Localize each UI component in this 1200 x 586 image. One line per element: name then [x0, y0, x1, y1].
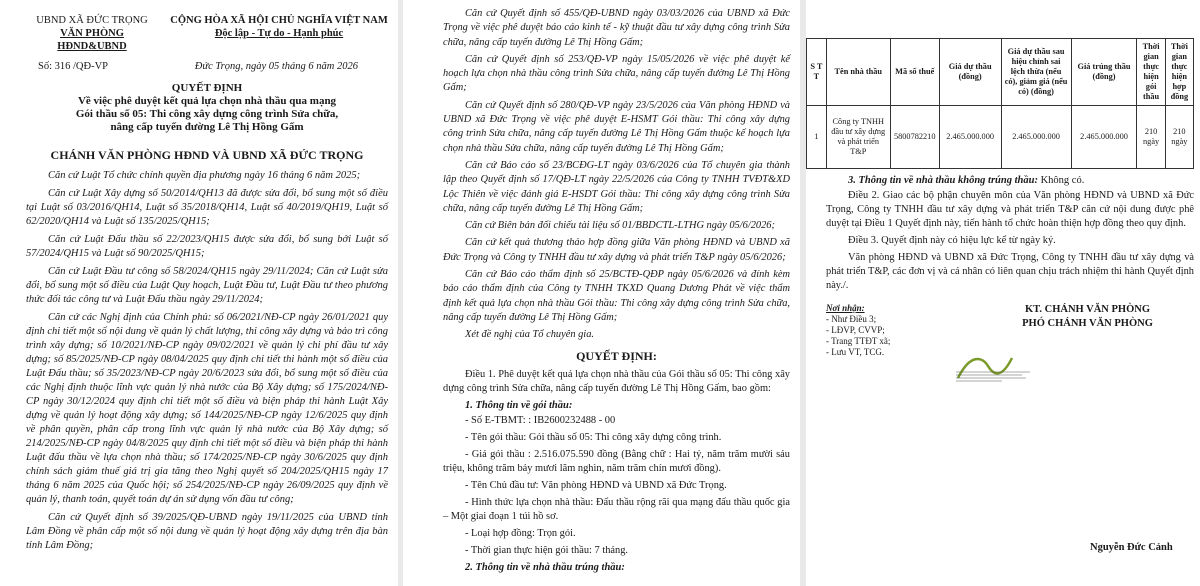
signer-title-1: KT. CHÁNH VĂN PHÒNG	[1024, 304, 1151, 315]
legal-basis: Căn cứ Quyết định số 455/QĐ-UBND ngày 03/03/2026 của UBND xã Đức Trọng về việc phê duyệt báo cáo kinh tế - kỹ thuật đầu tư xây dựng công trình Sửa chữa, nâng cấp tuyến đường Lê Thị Hồng Gấm;	[443, 8, 790, 48]
decision-title: QUYẾT ĐỊNH	[171, 82, 243, 94]
signer-title-2: PHÓ CHÁNH VĂN PHÒNG	[1022, 318, 1153, 329]
legal-basis: Căn cứ Báo cáo thẩm định số 25/BCTĐ-QĐP ngày 05/6/2026 và đính kèm báo cáo thẩm định của Công ty TNHH TKXD Quang Dương Phát về việc thẩm định kết quả lựa chọn nhà thầu Gói thầu: Thi công xây dựng công trình Sửa chữa, nâng cấp tuyến đường Lê Thị Hồng Gấm;	[443, 269, 790, 323]
recipient-item: - Như Điều 3;	[826, 314, 877, 324]
table-cell: 2.465.000.000	[939, 106, 1001, 169]
table-header: Giá dự thầu (đồng)	[939, 39, 1001, 106]
legal-basis: Căn cứ Luật Xây dựng số 50/2014/QH13 đã được sửa đổi, bổ sung một số điều tại Luật số 03/2016/QH14, Luật số 35/2018/QH14, Luật số 40/2019/QH19, Luật số 62/2020/QH14 và Luật số 135/2025/QH15;	[26, 188, 388, 227]
table-row	[807, 106, 1194, 169]
table-header: Thời gian thực hiện gói thầu	[1137, 39, 1165, 106]
legal-basis: Căn cứ Quyết định số 39/2025/QĐ-UBND ngày 19/11/2025 của UBND tỉnh Lâm Đồng về phân cấp một số nội dung về quản lý hoạt động xây dựng trên địa bàn tỉnh Lâm Đồng;	[26, 512, 388, 551]
document-page-1	[0, 0, 398, 586]
doc-date: Đức Trọng, ngày 05 tháng 6 năm 2026	[194, 61, 358, 72]
doc-number: Số: 316 /QĐ-VP	[38, 61, 109, 72]
agency-line-2: VĂN PHÒNG HĐND&UBND	[57, 28, 127, 52]
table-header: Giá dự thầu sau hiệu chỉnh sai lệch thừa (nếu có), giảm giá (nếu có) (đồng)	[1001, 39, 1071, 106]
section-3-label: 3. Thông tin về nhà thầu không trúng thầu:	[848, 175, 1038, 186]
section-3-value: Không có.	[1037, 175, 1085, 186]
table-cell: 2.465.000.000	[1001, 106, 1071, 169]
document-page-3	[806, 0, 1200, 586]
package-info-item: - Tên gói thầu: Gói thầu số 05: Thi công xây dựng công trình.	[465, 431, 722, 443]
decision-subtitle-2: Gói thầu số 05: Thi công xây dựng công trình Sửa chữa,	[75, 108, 339, 120]
package-info-item: - Hình thức lựa chọn nhà thầu: Đấu thầu rộng rãi qua mạng đấu thầu quốc gia – Một giai đoạn 1 túi hồ sơ.	[443, 496, 790, 522]
digital-signature-stamp-icon	[952, 348, 1034, 391]
package-info-item: - Loại hợp đồng: Trọn gói.	[465, 527, 576, 539]
number-date-row	[26, 61, 388, 72]
table-header: S T T	[807, 39, 827, 106]
legal-basis: Căn cứ Luật Đầu tư công số 58/2024/QH15 ngày 29/11/2024; Căn cứ Luật sửa đổi, bổ sung một số điều của Luật Quy hoạch, Luật Đầu tư, Luật Đầu tư theo phương thức đối tác công tư và Luật Đấu thầu ngày 29/11/2024;	[26, 266, 388, 305]
package-info-item: - Thời gian thực hiện gói thầu: 7 tháng.	[465, 544, 629, 556]
national-motto	[170, 14, 388, 53]
table-cell: 5800782210	[890, 106, 939, 169]
decision-subtitle-3: nâng cấp tuyến đường Lê Thị Hồng Gấm	[110, 121, 304, 133]
decision-heading: QUYẾT ĐỊNH:	[576, 348, 657, 363]
table-header: Giá trúng thầu (đồng)	[1071, 39, 1137, 106]
signer-name: Nguyễn Đức Cảnh	[1090, 542, 1173, 553]
package-info-item: - Giá gói thầu : 2.516.075.590 đồng (Bằng chữ : Hai tỷ, năm trăm mười sáu triệu, không trăm bảy mươi lăm nghìn, năm trăm chín mươi đồng).	[443, 448, 790, 474]
package-info-item: - Tên Chủ đầu tư: Văn phòng HĐND và UBND xã Đức Trọng.	[465, 479, 727, 491]
agency-line-1: UBND XÃ ĐỨC TRỌNG	[36, 15, 148, 26]
nation-line-2: Độc lập - Tự do - Hạnh phúc	[214, 28, 344, 39]
document-page-2	[403, 0, 800, 586]
issuing-authority: CHÁNH VĂN PHÒNG HĐND VÀ UBND XÃ ĐỨC TRỌNG	[50, 148, 364, 162]
recipients-label: Nơi nhận:	[826, 303, 865, 313]
decision-subtitle-1: Về việc phê duyệt kết quả lựa chọn nhà thầu qua mạng	[77, 95, 337, 107]
legal-basis: Căn cứ Quyết định số 280/QĐ-VP ngày 23/5/2026 của Văn phòng HĐND và UBND xã Đức Trọng về việc phê duyệt E-HSMT Gói thầu: Thi công xây dựng công trình Sửa chữa, nâng cấp tuyến đường Lê Thị Hồng Gấm thuộc kế hoạch lựa chọn nhà thầu Sửa chữa, nâng cấp tuyến đường Lê Thị Hồng Gấm;	[443, 99, 790, 154]
decision-title-block	[26, 82, 388, 134]
table-header: Mã số thuế	[890, 39, 939, 106]
table-cell: 210 ngày	[1137, 106, 1165, 169]
article-2: Điều 2. Giao các bộ phận chuyên môn của Văn phòng HĐND và UBND xã Đức Trọng, Công ty TNHH đầu tư xây dựng và phát triển T&P căn cứ nội dung được phê duyệt tại Điều 1 Quyết định này, tiến hành tổ chức hoàn thiện hợp đồng theo quy định.	[826, 190, 1194, 229]
document-header	[26, 14, 388, 53]
recipient-item: - LĐVP, CVVP;	[826, 325, 885, 335]
legal-basis: Căn cứ kết quả thương thảo hợp đồng giữa Văn phòng HĐND và UBND xã Đức Trọng và Công ty TNHH đầu tư xây dựng và phát triển T&P ngày 05/6/2026;	[443, 237, 790, 263]
closing-paragraph: Văn phòng HĐND và UBND xã Đức Trọng, Công ty TNHH đầu tư xây dựng và phát triển T&P, các đơn vị và cá nhân có liên quan chịu trách nhiệm thi hành Quyết định này./.	[826, 252, 1194, 291]
table-cell: 2.465.000.000	[1071, 106, 1137, 169]
section-1-title: 1. Thông tin về gói thầu:	[465, 399, 573, 411]
legal-basis: Căn cứ các Nghị định của Chính phủ: số 06/2021/NĐ-CP ngày 26/01/2021 quy định chi tiết một số nội dung về quản lý chất lượng, thi công xây dựng và bảo trì công trình xây dựng; số 10/2021/NĐ-CP ngày 09/02/2021 về quản lý chi phí đầu tư xây dựng; số 85/2025/NĐ-CP ngày 08/04/2025 quy định chi tiết thi hành một số điều của Luật Đấu thầu; số 35/2023/NĐ-CP ngày 20/6/2023 sửa đổi, bổ sung một số điều của các Nghị định thuộc lĩnh vực quản lý nhà nước của Bộ Xây dựng; số 175/2024/NĐ-CP ngày 30/12/2024 quy định chi tiết một số điều và biện pháp thi hành Luật Xây dựng về quản lý hoạt động xây dựng; số 144/2025/NĐ-CP ngày 12/6/2025 quy định về phân quyền, phân cấp trong lĩnh vực quản lý nhà nước của Bộ Xây dựng; số 214/2025/NĐ-CP ngày 04/8/2025 quy định chi tiết một số điều và biện pháp thi hành Luật đấu thầu về lựa chọn nhà thầu; số 174/2025/NĐ-CP ngày 30/6/2025 quy định chính sách giảm thuế giá trị gia tăng theo Nghị quyết số 204/2025/QH15 ngày 17 tháng 6 năm 2025 của Quốc hội; số 254/2025/NĐ-CP ngày 26/09/2025 quy định về quản lý, thanh toán, quyết toán dự án sử dụng vốn đầu tư công;	[26, 312, 388, 505]
article-3: Điều 3. Quyết định này có hiệu lực kể từ ngày ký.	[848, 235, 1056, 246]
table-cell: Công ty TNHH đầu tư xây dựng và phát triển T&P	[826, 106, 890, 169]
legal-basis: Căn cứ Luật Đấu thầu số 22/2023/QH15 được sửa đổi, bổ sung bởi Luật số 57/2024/QH15 và Luật số 90/2025/QH15;	[26, 234, 388, 259]
issuing-agency	[26, 14, 158, 53]
legal-basis: Xét đề nghị của Tổ chuyên gia.	[465, 329, 594, 341]
legal-basis: Căn cứ Báo cáo số 23/BCĐG-LT ngày 03/6/2026 của Tổ chuyên gia thành lập theo Quyết định số 17/QĐ-LT ngày 22/5/2026 của Công ty TNHH TVĐT&XD Lộc Thiên về việc đánh giá E-HSDT Gói thầu: Thi công xây dựng công trình Sửa chữa, nâng cấp tuyến đường Lê Thị Hồng Gấm;	[443, 159, 790, 214]
table-header: Tên nhà thầu	[826, 39, 890, 106]
table-cell: 1	[807, 106, 827, 169]
recipient-item: - Lưu VT, TCG.	[826, 347, 885, 357]
package-info-item: - Số E-TBMT: : IB2600232488 - 00	[465, 414, 616, 426]
winning-bidder-table	[806, 38, 1194, 169]
nation-line-1: CỘNG HÒA XÃ HỘI CHỦ NGHĨA VIỆT NAM	[170, 15, 388, 26]
article-1: Điều 1. Phê duyệt kết quả lựa chọn nhà thầu của Gói thầu số 05: Thi công xây dựng công trình Sửa chữa, nâng cấp tuyến đường Lê Thị Hồng Gấm, bao gồm:	[443, 368, 790, 394]
table-header: Thời gian thực hiện hợp đồng	[1165, 39, 1193, 106]
table-header-row	[807, 39, 1194, 106]
recipient-item: - Trang TTĐT xã;	[826, 336, 891, 346]
section-2-title: 2. Thông tin về nhà thầu trúng thầu:	[465, 561, 625, 573]
legal-basis: Căn cứ Quyết định số 253/QĐ-VP ngày 15/05/2026 về việc phê duyệt kế hoạch lựa chọn nhà thầu công trình Sửa chữa, nâng cấp tuyến đường Lê Thị Hồng Gấm;	[443, 53, 790, 94]
legal-basis: Căn cứ Luật Tổ chức chính quyền địa phương ngày 16 tháng 6 năm 2025;	[48, 170, 361, 181]
section-3-title	[848, 175, 1194, 186]
table-cell: 210 ngày	[1165, 106, 1193, 169]
legal-basis: Căn cứ Biên bản đối chiếu tài liệu số 01/BBDCTL-LTHG ngày 05/6/2026;	[465, 220, 775, 232]
